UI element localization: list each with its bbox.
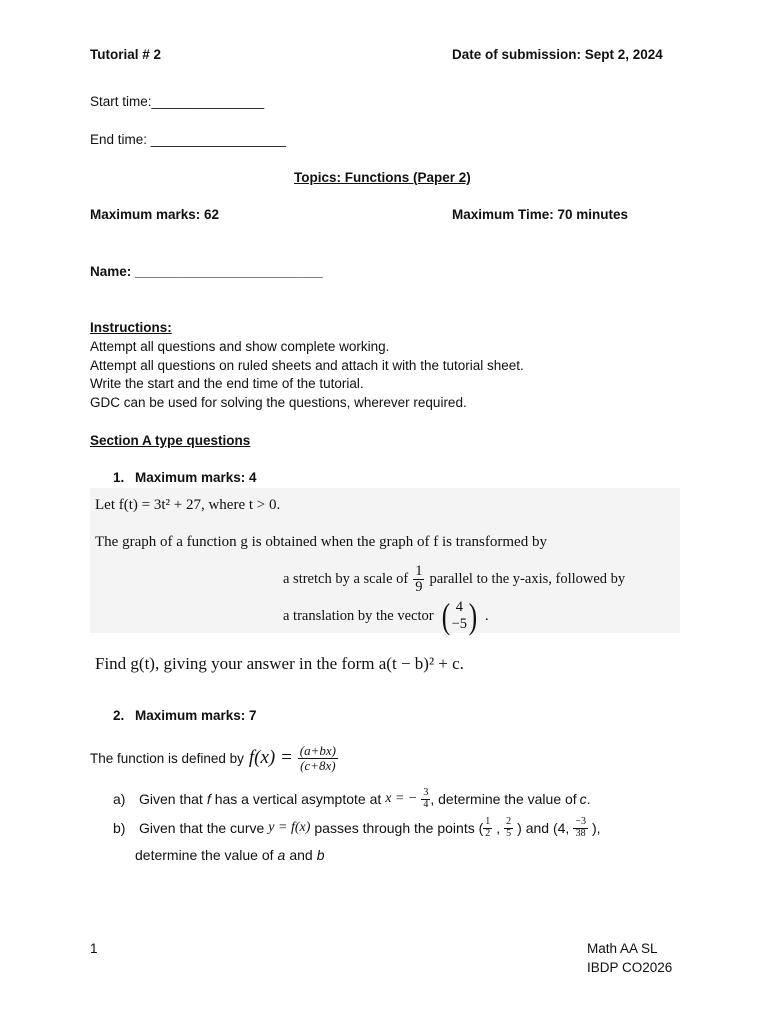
left-paren: ( bbox=[441, 596, 450, 636]
part-b-curve: y = f(x) bbox=[268, 820, 311, 835]
point-1-y bbox=[504, 817, 513, 839]
q1-stretch-line bbox=[283, 564, 625, 595]
part-b-label: b) bbox=[113, 820, 126, 836]
tutorial-number: Tutorial # 2 bbox=[90, 47, 162, 62]
instructions-title: Instructions: bbox=[90, 320, 172, 335]
translation-vector bbox=[440, 598, 479, 634]
part-a-numerator: 3 bbox=[423, 787, 429, 798]
section-heading: Section A type questions bbox=[90, 433, 251, 448]
stretch-fraction bbox=[413, 564, 424, 595]
part-a-text-2: has a vertical asymptote at bbox=[214, 791, 382, 807]
instruction-line: Attempt all questions and show complete working. bbox=[90, 339, 390, 354]
q2-defined-label: The function is defined by bbox=[90, 750, 244, 766]
part-b-line2-text: determine the value of bbox=[135, 847, 274, 863]
right-paren: ) bbox=[468, 596, 478, 636]
q2-definition bbox=[90, 744, 338, 772]
point-1-y-numerator: 2 bbox=[506, 816, 512, 827]
part-a-label: a) bbox=[113, 791, 126, 807]
part-a-x: x = − bbox=[385, 791, 418, 806]
q1-translation-line: a translation by the vector ( 4 −5 ) . bbox=[283, 596, 489, 636]
page-number: 1 bbox=[90, 941, 98, 956]
q2-marks: Maximum marks: 7 bbox=[135, 708, 257, 723]
part-b-text: Given that the curve bbox=[139, 820, 265, 836]
vector-bottom: −5 bbox=[451, 616, 468, 632]
q2-denominator: (c+8x) bbox=[300, 757, 336, 773]
q2-fx: f(x) = bbox=[248, 747, 293, 769]
instruction-line: Attempt all questions on ruled sheets and attach it with the tutorial sheet. bbox=[90, 358, 524, 373]
part-b-b: b bbox=[316, 847, 325, 863]
part-b-text-2: passes through the points ( bbox=[314, 820, 484, 836]
point-1-y-denominator: 5 bbox=[506, 827, 512, 839]
q1-marks: Maximum marks: 4 bbox=[135, 470, 257, 485]
point-2-y-numerator: −3 bbox=[575, 816, 586, 827]
vector-top: 4 bbox=[455, 599, 463, 616]
footer-cohort: IBDP CO2026 bbox=[587, 960, 673, 975]
q1-number: 1. bbox=[113, 470, 125, 485]
part-a-f: f bbox=[206, 791, 211, 807]
part-a-text-3: , determine the value of bbox=[430, 791, 577, 807]
point-2-y bbox=[573, 817, 588, 839]
footer-course: Math AA SL bbox=[587, 941, 658, 956]
part-b-a: a bbox=[277, 847, 286, 863]
q2-function-fraction bbox=[298, 744, 338, 772]
part-a-text: Given that bbox=[139, 791, 203, 807]
stretch-label: a stretch by a scale of bbox=[283, 571, 409, 588]
translation-label: a translation by the vector bbox=[283, 607, 434, 624]
maximum-marks: Maximum marks: 62 bbox=[90, 207, 220, 222]
q1-find: Find g(t), giving your answer in the form a(t − b)² + c. bbox=[95, 654, 464, 673]
q1-definition: Let f(t) = 3t² + 27, where t > 0. bbox=[95, 497, 281, 513]
q2-number: 2. bbox=[113, 708, 125, 723]
q2-numerator: (a+bx) bbox=[299, 743, 336, 758]
name-field: Name: _________________________ bbox=[90, 264, 323, 279]
stretch-denominator: 9 bbox=[415, 579, 423, 596]
q1-graph-text: The graph of a function g is obtained when the graph of f is transformed by bbox=[95, 534, 547, 550]
part-b-and: ) and (4, bbox=[517, 820, 570, 836]
part-a-fraction bbox=[421, 788, 430, 810]
point-2-y-denominator: 38 bbox=[575, 827, 586, 839]
instruction-line: Write the start and the end time of the tutorial. bbox=[90, 376, 364, 391]
point-1-x bbox=[483, 817, 492, 839]
end-time-field: End time: __________________ bbox=[90, 132, 286, 147]
stretch-numerator: 1 bbox=[415, 563, 423, 579]
part-a-c: c bbox=[579, 791, 587, 807]
q2-part-b: b) Given that the curve y = f(x) passes through the points ( $\frac{1}{2}$ , $\frac{2}{5}$ ) and (4, $\frac{-3}{38}$ ), bbox=[113, 816, 601, 839]
submission-date: Date of submission: Sept 2, 2024 bbox=[452, 47, 663, 62]
point-1-denominator: 2 bbox=[485, 827, 491, 839]
maximum-time: Maximum Time: 70 minutes bbox=[452, 207, 629, 222]
stretch-direction: parallel to the y-axis, followed by bbox=[429, 571, 626, 588]
q2-part-a bbox=[113, 788, 591, 810]
topics-heading: Topics: Functions (Paper 2) bbox=[294, 170, 471, 185]
part-b-close: ), bbox=[591, 820, 601, 836]
q2-part-b-line-2 bbox=[135, 847, 324, 863]
instruction-line: GDC can be used for solving the questions, wherever required. bbox=[90, 395, 467, 410]
point-1-numerator: 1 bbox=[485, 816, 491, 827]
part-b-and2: and bbox=[289, 847, 313, 863]
part-a-end: . bbox=[586, 791, 591, 807]
part-a-denominator: 4 bbox=[423, 798, 429, 810]
start-time-field: Start time:_______________ bbox=[90, 94, 265, 109]
